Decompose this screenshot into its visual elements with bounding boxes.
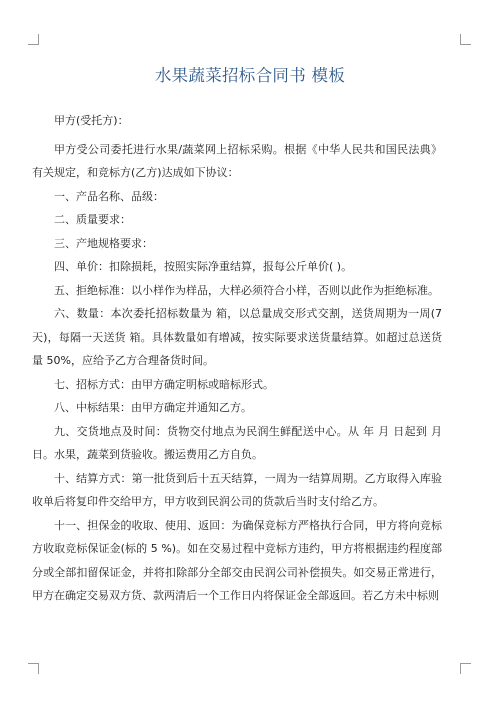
paragraph-clause-1: 一、产品名称、品级： [54,189,164,203]
paragraph-clause-7: 七、招标方式：由甲方确定明标或暗标形式。 [54,377,274,391]
paragraph-clause-5: 五、拒绝标准：以小样作为样品，大样必须符合小样，否则以此作为拒绝标准。 [54,283,439,297]
paragraph-clause-3: 三、产地规格要求： [54,236,153,250]
document-body [32,109,442,608]
paragraph-clause-6: 六、数量：本次委托招标数量为 箱，以总量成交形式交割，送货周期为一周(7天)，每隔一天送货 箱。具体数量如有增减，按实际要求送货量结算。如超过总送货量 50%，应给予乙方合理备货时间。 [32,307,442,367]
paragraph-clause-11: 十一、担保金的收取、使用、返回：为确保竞标方严格执行合同，甲方将向竞标方收取竞标保证金(标的 5 %)。如在交易过程中竞标方违约，甲方将根据违约程度部分或全部扣留保证金，并将扣除部分全部交由民润公司补偿损失。如交易正常进行，甲方在确定交易双方货、款两清后一个工作日内将保证金全部返回。若乙方未中标则 [32,518,442,602]
paragraph-clause-10: 十、结算方式：第一批货到后十五天结算，一周为一结算周期。乙方取得入库验收单后将复印件交给甲方，甲方收到民润公司的货款后当时支付给乙方。 [32,471,442,508]
document-title: 水果蔬菜招标合同书 模板 [154,66,346,85]
paragraph-clause-4: 四、单价：扣除损耗，按照实际净重结算，报每公斤单价( )。 [54,260,353,273]
paragraph-clause-2: 二、质量要求： [54,213,131,226]
paragraph-clause-8: 八、中标结果：由甲方确定并通知乙方。 [54,401,252,414]
paragraph-intro: 甲方受公司委托进行水果/蔬菜网上招标采购。根据《中华人民共和国民法典》有关规定，和竞标方(乙方)达成如下协议： [32,142,442,179]
page-corner-mark-bottom-right [460,663,471,674]
paragraph-party-a: 甲方(受托方)： [54,114,129,127]
paragraph-clause-9: 九、交货地点及时间：货物交付地点为民润生鲜配送中心。从 年 月 日起到 月 日。水果，蔬菜到货验收。搬运费用乙方自负。 [32,424,442,461]
page-corner-mark-top-right [460,34,471,45]
page-corner-mark-bottom-left [28,663,39,674]
page-corner-mark-top-left [28,34,39,45]
